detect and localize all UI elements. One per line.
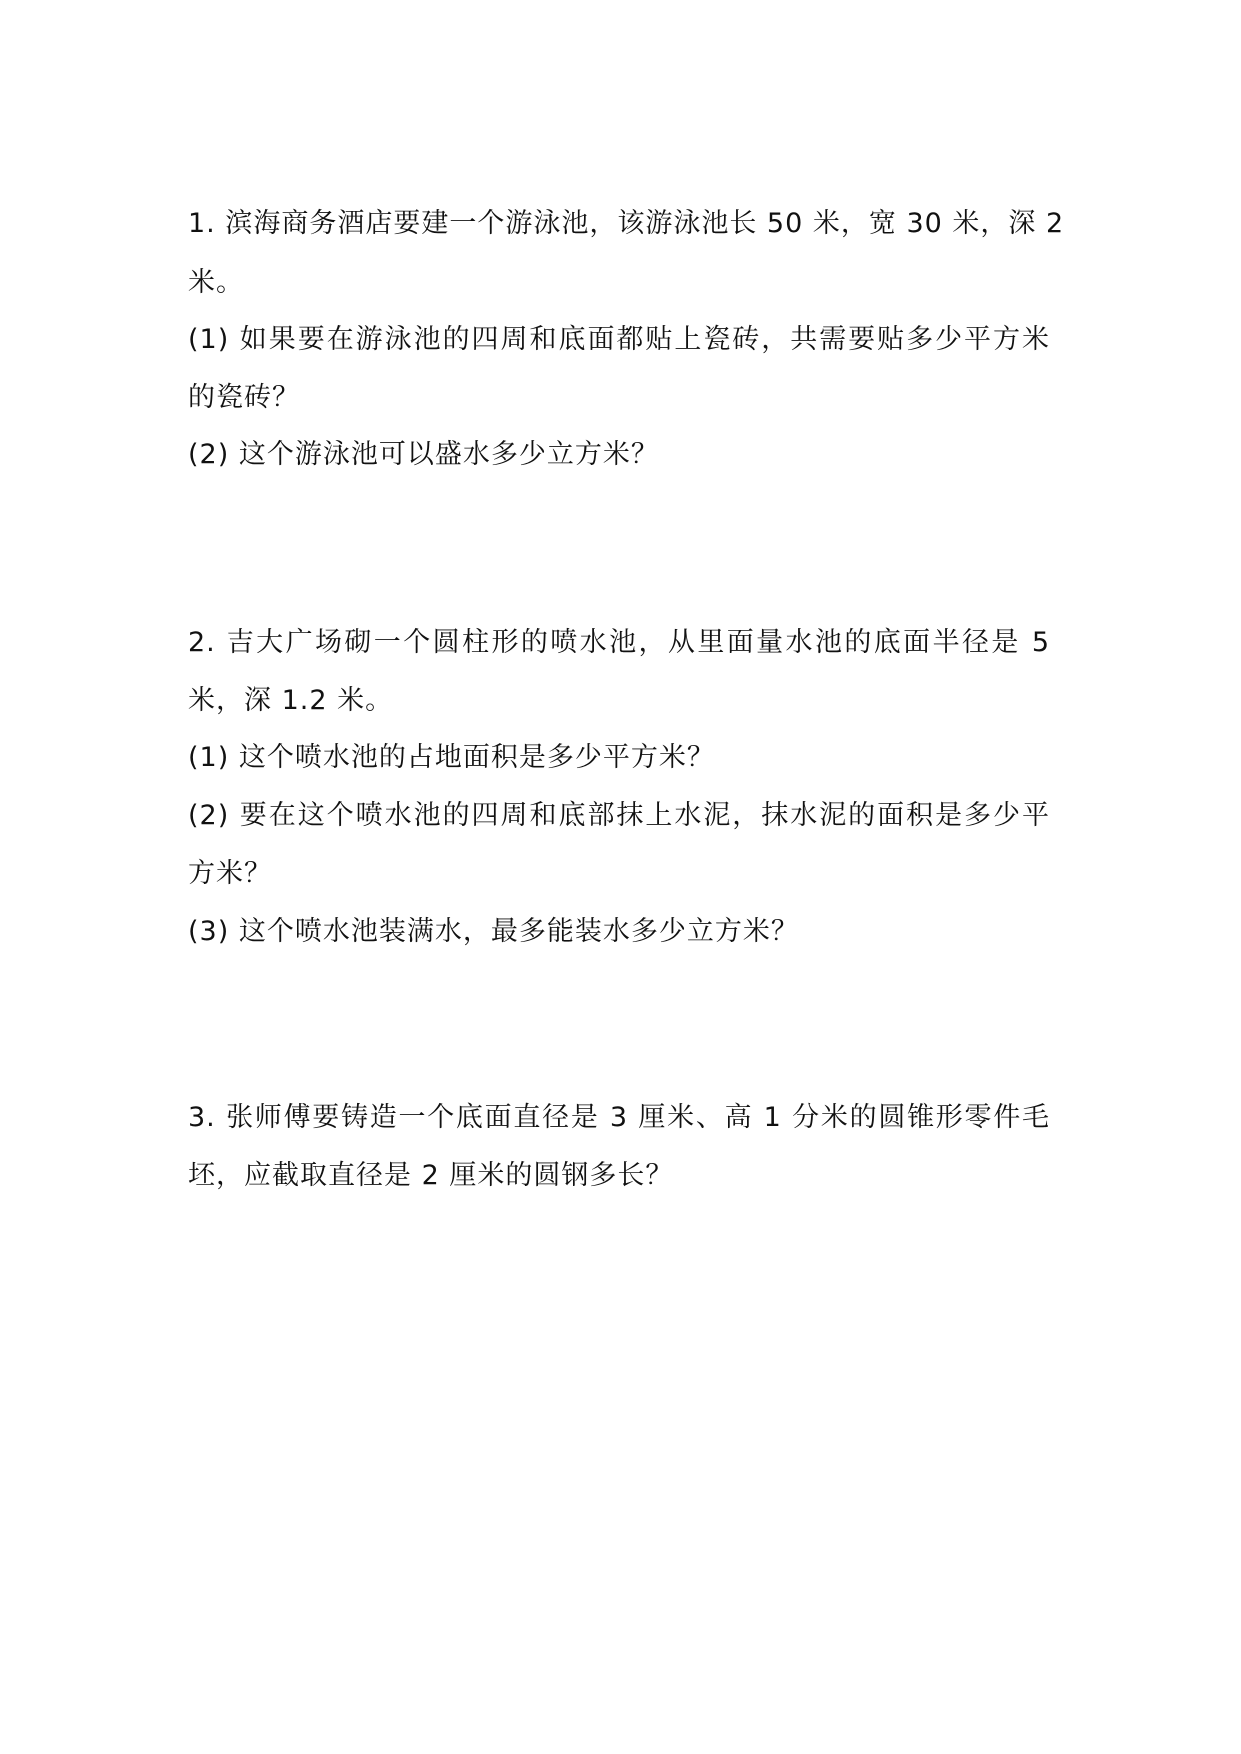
question-1-line-2: 米。 <box>188 267 244 298</box>
question-2-subquestion-2-line-2: 方米？ <box>188 858 272 889</box>
question-1-subquestion-1-line-1: (1) 如果要在游泳池的四周和底面都贴上瓷砖，共需要贴多少平方米 <box>188 324 1050 355</box>
question-3-line-2: 坯，应截取直径是 2 厘米的圆钢多长？ <box>188 1160 674 1191</box>
question-2-subquestion-1: (1) 这个喷水池的占地面积是多少平方米？ <box>188 742 715 773</box>
question-2-subquestion-3: (3) 这个喷水池装满水，最多能装水多少立方米？ <box>188 916 799 947</box>
question-2-subquestion-2-line-1: (2) 要在这个喷水池的四周和底部抹上水泥，抹水泥的面积是多少平 <box>188 800 1050 831</box>
question-1-subquestion-2: (2) 这个游泳池可以盛水多少立方米？ <box>188 439 659 470</box>
question-1-line-1: 1. 滨海商务酒店要建一个游泳池，该游泳池长 50 米，宽 30 米，深 2 <box>188 208 1065 239</box>
question-2-line-2: 米，深 1.2 米。 <box>188 685 394 716</box>
question-1-subquestion-1-line-2: 的瓷砖？ <box>188 382 300 413</box>
question-2-line-1: 2. 吉大广场砌一个圆柱形的喷水池，从里面量水池的底面半径是 5 <box>188 627 1050 658</box>
question-3-line-1: 3. 张师傅要铸造一个底面直径是 3 厘米、高 1 分米的圆锥形零件毛 <box>188 1102 1050 1133</box>
